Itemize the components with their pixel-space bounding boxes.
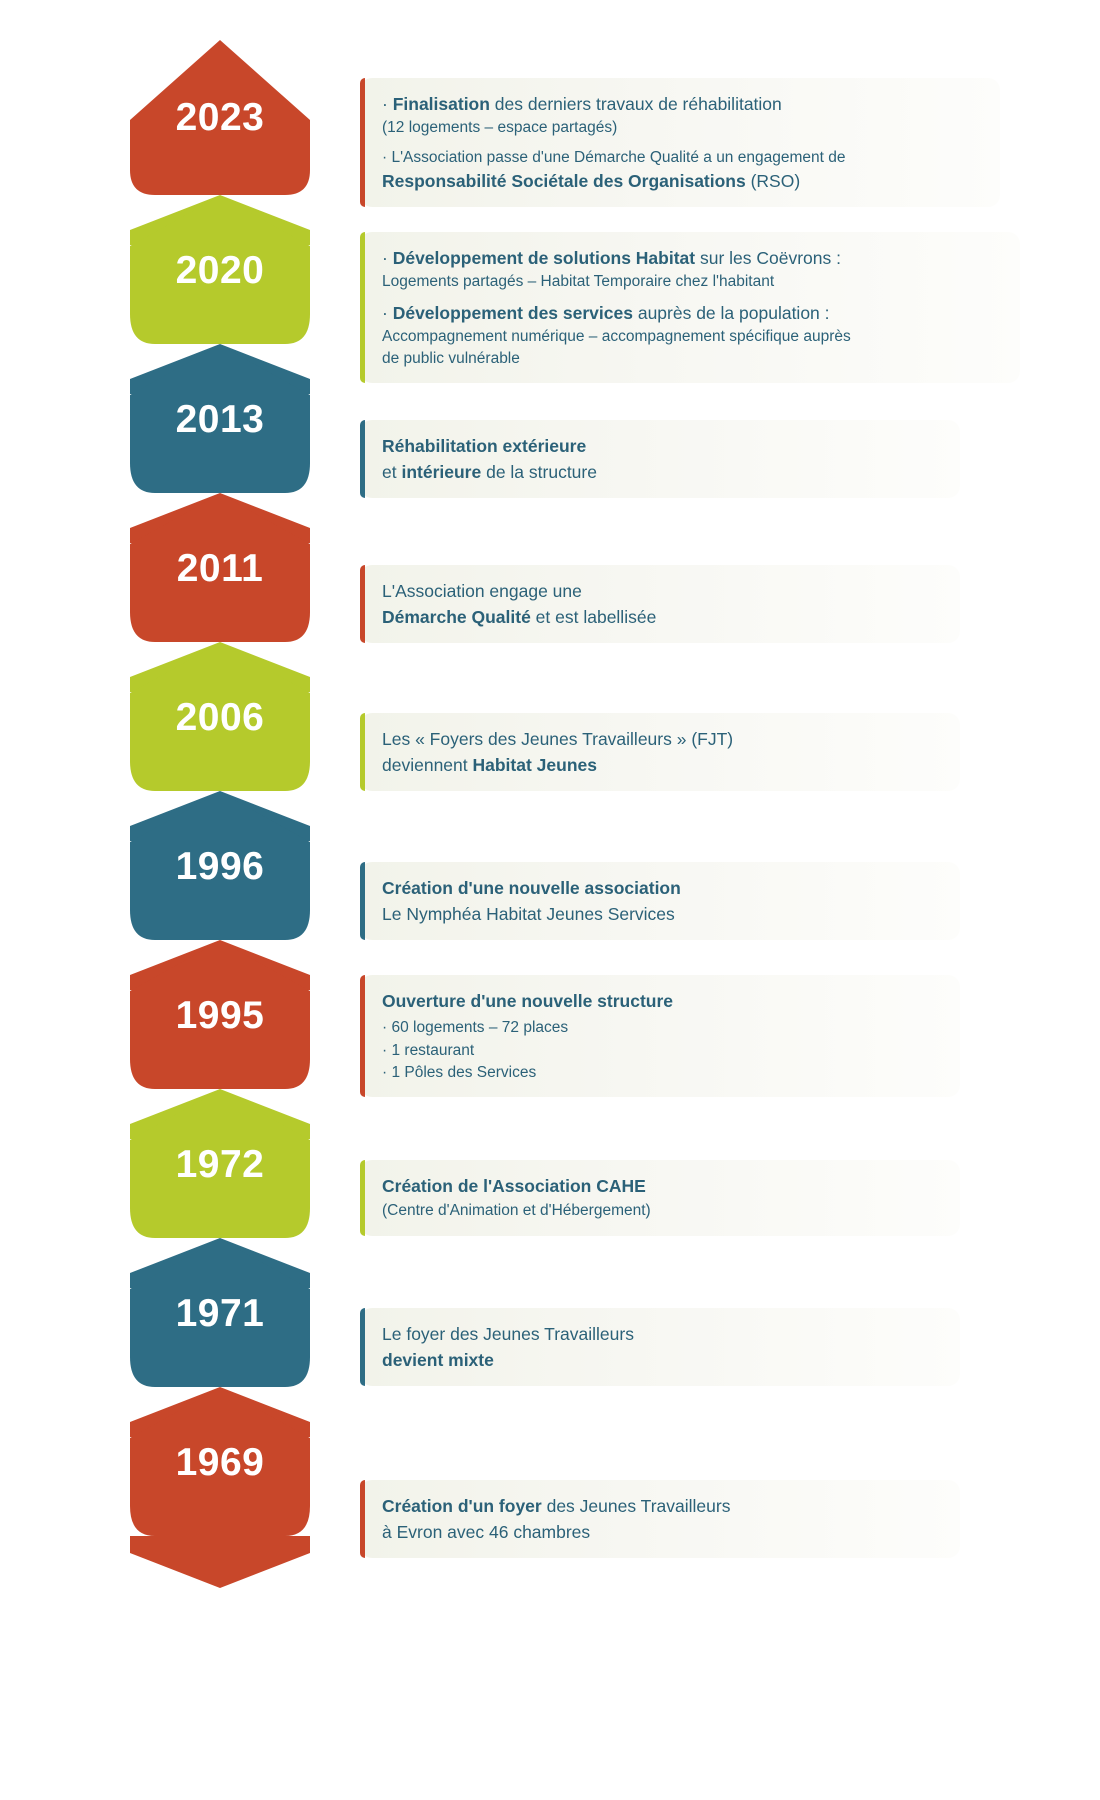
card-line-rest: (12 logements – espace partagés) bbox=[382, 119, 618, 137]
year-label-1995: 1995 bbox=[175, 993, 265, 1037]
card-accent-bar bbox=[360, 713, 365, 791]
card-line bbox=[382, 1040, 942, 1061]
card-line bbox=[382, 92, 982, 116]
timeline-card-1972 bbox=[360, 1160, 960, 1236]
bullet-icon: · bbox=[382, 1063, 388, 1081]
card-line-rest: auprès de la population : bbox=[632, 302, 830, 323]
year-label-2013: 2013 bbox=[175, 397, 265, 441]
timeline-year-block-2011 bbox=[130, 494, 310, 642]
bullet-icon: · bbox=[382, 148, 388, 166]
timeline-card-1969 bbox=[360, 1480, 960, 1558]
card-line bbox=[382, 1062, 942, 1083]
year-label-1969: 1969 bbox=[175, 1440, 265, 1484]
card-line bbox=[382, 753, 942, 777]
card-line bbox=[382, 902, 942, 926]
timeline-card-2020 bbox=[360, 232, 1020, 383]
card-line bbox=[382, 460, 942, 484]
timeline-year-block-2020 bbox=[130, 196, 310, 344]
chevron-arrow-down-icon bbox=[130, 1536, 310, 1588]
year-label-1996: 1996 bbox=[175, 844, 265, 888]
card-line-rest2: de la structure bbox=[481, 462, 597, 483]
year-label-1972: 1972 bbox=[175, 1142, 265, 1186]
timeline-year-block-1972 bbox=[130, 1090, 310, 1238]
card-line bbox=[382, 1348, 942, 1372]
card-line bbox=[382, 271, 1002, 292]
card-accent-bar bbox=[360, 78, 365, 207]
card-line-rest: Le foyer des Jeunes Travailleurs bbox=[382, 1324, 634, 1344]
card-line-rest: (Centre d'Animation et d'Hébergement) bbox=[382, 1202, 651, 1220]
card-line-rest: deviennent bbox=[382, 755, 473, 776]
timeline-card-1996 bbox=[360, 862, 960, 940]
bullet-icon: · bbox=[382, 94, 388, 114]
card-line-rest: des derniers travaux de réhabilitation bbox=[489, 94, 782, 114]
card-line-bold: Réhabilitation extérieure bbox=[382, 436, 587, 456]
timeline-year-column bbox=[130, 0, 310, 1800]
card-line-bold: devient mixte bbox=[382, 1350, 494, 1371]
card-line-rest: et est labellisée bbox=[530, 607, 657, 628]
year-label-2020: 2020 bbox=[175, 248, 265, 292]
card-accent-bar bbox=[360, 975, 365, 1097]
card-line bbox=[382, 727, 942, 751]
card-line-rest: 60 logements – 72 places bbox=[387, 1019, 569, 1037]
card-line-rest: (RSO) bbox=[745, 170, 801, 191]
card-line-rest: Logements partagés – Habitat Temporaire chez l'habitant bbox=[382, 273, 775, 291]
timeline-card-1971 bbox=[360, 1308, 960, 1386]
timeline-card-2023 bbox=[360, 78, 1000, 207]
timeline-card-2006 bbox=[360, 713, 960, 791]
card-line-rest: L'Association passe d'une Démarche Qualité a un engagement de bbox=[387, 148, 846, 166]
card-line-rest: Les « Foyers des Jeunes Travailleurs » (FJT) bbox=[382, 729, 734, 749]
timeline-year-block-2013 bbox=[130, 345, 310, 493]
card-line bbox=[382, 1017, 942, 1038]
card-line-bold: Ouverture d'une nouvelle structure bbox=[382, 991, 674, 1011]
bullet-icon: · bbox=[382, 248, 388, 268]
card-line-bold: Responsabilité Sociétale des Organisations bbox=[382, 170, 746, 191]
card-line bbox=[382, 348, 1002, 369]
card-line-bold: Création d'une nouvelle association bbox=[382, 878, 681, 898]
card-line-bold: Finalisation bbox=[392, 94, 490, 114]
card-line-bold: Création de l'Association CAHE bbox=[382, 1176, 646, 1196]
card-line-rest: L'Association engage une bbox=[382, 581, 582, 601]
card-line bbox=[382, 117, 982, 138]
timeline-card-1995 bbox=[360, 975, 960, 1097]
card-line-rest: sur les Coëvrons : bbox=[695, 248, 841, 268]
timeline-year-block-1995 bbox=[130, 941, 310, 1089]
card-line bbox=[382, 1494, 942, 1518]
card-line-bold2: intérieure bbox=[401, 462, 482, 483]
card-line-rest: 1 restaurant bbox=[387, 1041, 475, 1059]
card-line-bold: Démarche Qualité bbox=[382, 607, 531, 628]
year-label-2011: 2011 bbox=[176, 546, 264, 590]
timeline-year-block-1996 bbox=[130, 792, 310, 940]
timeline-year-block-1969 bbox=[130, 1388, 310, 1536]
card-line-rest: à Evron avec 46 chambres bbox=[382, 1522, 591, 1543]
timeline-card-2011 bbox=[360, 565, 960, 643]
bullet-icon: · bbox=[382, 1041, 388, 1059]
card-line-rest: de public vulnérable bbox=[382, 350, 520, 368]
card-line-bold: Création d'un foyer bbox=[382, 1496, 542, 1516]
card-accent-bar bbox=[360, 1308, 365, 1386]
card-line bbox=[382, 301, 1002, 325]
bullet-icon: · bbox=[382, 1019, 388, 1037]
card-line bbox=[382, 169, 982, 193]
card-line-rest: Le Nymphéa Habitat Jeunes Services bbox=[382, 904, 675, 925]
card-line-rest: et bbox=[382, 462, 402, 483]
card-line bbox=[382, 434, 942, 458]
card-line-bold: Développement des services bbox=[392, 302, 633, 323]
card-line-bold: Développement de solutions Habitat bbox=[392, 248, 696, 268]
card-accent-bar bbox=[360, 1160, 365, 1236]
timeline-card-2013 bbox=[360, 420, 960, 498]
card-line bbox=[382, 876, 942, 900]
card-line bbox=[382, 579, 942, 603]
year-label-2023: 2023 bbox=[175, 96, 265, 139]
card-line bbox=[382, 1520, 942, 1544]
card-accent-bar bbox=[360, 565, 365, 643]
card-line bbox=[382, 989, 942, 1013]
card-line bbox=[382, 1322, 942, 1346]
timeline-year-block-2006 bbox=[130, 643, 310, 791]
card-line bbox=[382, 246, 1002, 270]
card-accent-bar bbox=[360, 1480, 365, 1558]
bullet-icon: · bbox=[382, 302, 388, 323]
card-line bbox=[382, 1174, 942, 1198]
timeline-year-block-1971 bbox=[130, 1239, 310, 1387]
card-line bbox=[382, 326, 1002, 347]
card-line-bold2: Habitat Jeunes bbox=[472, 755, 597, 776]
timeline-year-block-2023 bbox=[130, 40, 310, 195]
card-line-rest: 1 Pôles des Services bbox=[387, 1063, 537, 1081]
card-line bbox=[382, 147, 982, 168]
card-accent-bar bbox=[360, 862, 365, 940]
card-line bbox=[382, 1200, 942, 1221]
card-line-rest: Accompagnement numérique – accompagnement spécifique auprès bbox=[382, 327, 851, 345]
year-label-1971: 1971 bbox=[175, 1291, 265, 1335]
card-accent-bar bbox=[360, 420, 365, 498]
year-label-2006: 2006 bbox=[175, 695, 265, 739]
card-line bbox=[382, 605, 942, 629]
timeline-bottom-arrow bbox=[130, 1536, 310, 1588]
card-accent-bar bbox=[360, 232, 365, 383]
card-line-rest: des Jeunes Travailleurs bbox=[541, 1496, 731, 1516]
